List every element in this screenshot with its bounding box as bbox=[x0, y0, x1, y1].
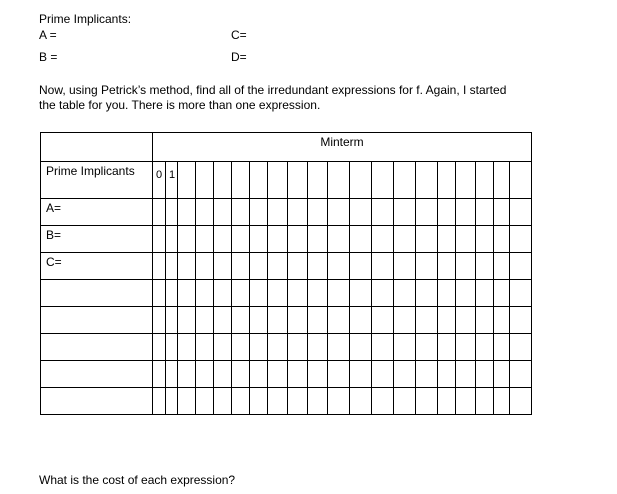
coverage-cell[interactable] bbox=[308, 388, 328, 415]
coverage-cell[interactable] bbox=[166, 334, 178, 361]
minterm-label-cell bbox=[250, 162, 268, 199]
coverage-cell[interactable] bbox=[510, 361, 532, 388]
coverage-cell[interactable] bbox=[438, 280, 456, 307]
coverage-cell[interactable] bbox=[196, 388, 214, 415]
coverage-cell[interactable] bbox=[416, 388, 438, 415]
coverage-cell[interactable] bbox=[328, 226, 350, 253]
prime-implicant-cell[interactable] bbox=[41, 334, 153, 361]
coverage-cell[interactable] bbox=[268, 199, 288, 226]
minterm-label-cell bbox=[196, 162, 214, 199]
coverage-cell[interactable] bbox=[308, 307, 328, 334]
coverage-cell[interactable] bbox=[178, 388, 196, 415]
coverage-cell[interactable] bbox=[153, 226, 166, 253]
coverage-cell[interactable] bbox=[166, 361, 178, 388]
minterm-label-cell bbox=[308, 162, 328, 199]
coverage-cell[interactable] bbox=[510, 253, 532, 280]
prime-implicants-header: Prime Implicants bbox=[41, 162, 153, 199]
coverage-cell[interactable] bbox=[394, 280, 416, 307]
instructions-paragraph: Now, using Petrick’s method, find all of the irredundant expressions for f. Again, I started the table for you. There is more than one expression. bbox=[39, 83, 507, 112]
coverage-cell[interactable] bbox=[350, 307, 372, 334]
coverage-cell[interactable] bbox=[476, 388, 494, 415]
table-row bbox=[41, 307, 532, 334]
minterm-label-cell bbox=[350, 162, 372, 199]
coverage-cell[interactable] bbox=[250, 388, 268, 415]
coverage-cell[interactable] bbox=[494, 226, 510, 253]
coverage-cell[interactable] bbox=[232, 334, 250, 361]
coverage-cell[interactable] bbox=[288, 226, 308, 253]
coverage-cell[interactable] bbox=[166, 253, 178, 280]
table-row bbox=[41, 280, 532, 307]
coverage-cell[interactable] bbox=[232, 253, 250, 280]
pi-b-label: B = bbox=[39, 50, 58, 64]
coverage-cell[interactable] bbox=[456, 388, 476, 415]
minterm-label-cell bbox=[394, 162, 416, 199]
minterm-label: 0 bbox=[156, 169, 163, 181]
coverage-cell[interactable] bbox=[214, 388, 232, 415]
coverage-cell[interactable] bbox=[166, 199, 178, 226]
minterm-label-cell bbox=[456, 162, 476, 199]
prime-implicant-cell[interactable] bbox=[41, 388, 153, 415]
coverage-cell[interactable] bbox=[416, 199, 438, 226]
coverage-cell[interactable] bbox=[476, 334, 494, 361]
coverage-cell[interactable] bbox=[214, 307, 232, 334]
coverage-cell[interactable] bbox=[250, 361, 268, 388]
prime-implicant-cell[interactable] bbox=[41, 280, 153, 307]
coverage-cell[interactable] bbox=[350, 253, 372, 280]
pi-a-label: A = bbox=[39, 28, 57, 42]
coverage-cell[interactable] bbox=[268, 280, 288, 307]
coverage-cell[interactable] bbox=[394, 199, 416, 226]
coverage-cell[interactable] bbox=[372, 361, 394, 388]
table-row bbox=[41, 361, 532, 388]
coverage-cell[interactable] bbox=[308, 361, 328, 388]
coverage-cell[interactable] bbox=[456, 361, 476, 388]
coverage-cell[interactable] bbox=[232, 280, 250, 307]
prime-implicants-title: Prime Implicants: bbox=[39, 12, 132, 26]
coverage-cell[interactable] bbox=[394, 226, 416, 253]
coverage-cell[interactable] bbox=[510, 307, 532, 334]
minterm-label-cell bbox=[214, 162, 232, 199]
coverage-cell[interactable] bbox=[288, 361, 308, 388]
coverage-cell[interactable] bbox=[510, 334, 532, 361]
coverage-cell[interactable] bbox=[250, 307, 268, 334]
coverage-cell[interactable] bbox=[308, 226, 328, 253]
coverage-cell[interactable] bbox=[288, 307, 308, 334]
coverage-cell[interactable] bbox=[494, 388, 510, 415]
coverage-cell[interactable] bbox=[153, 334, 166, 361]
minterm-label-cell bbox=[268, 162, 288, 199]
coverage-cell[interactable] bbox=[268, 307, 288, 334]
coverage-cell[interactable] bbox=[250, 334, 268, 361]
coverage-cell[interactable] bbox=[456, 307, 476, 334]
coverage-cell[interactable] bbox=[494, 199, 510, 226]
coverage-cell[interactable] bbox=[196, 334, 214, 361]
minterm-header: Minterm bbox=[153, 133, 532, 162]
coverage-cell[interactable] bbox=[196, 307, 214, 334]
coverage-cell[interactable] bbox=[268, 334, 288, 361]
coverage-cell[interactable] bbox=[328, 361, 350, 388]
coverage-cell[interactable] bbox=[394, 388, 416, 415]
coverage-cell[interactable] bbox=[476, 280, 494, 307]
coverage-cell[interactable] bbox=[394, 307, 416, 334]
coverage-cell[interactable] bbox=[438, 226, 456, 253]
coverage-cell[interactable] bbox=[510, 388, 532, 415]
minterm-label-cell bbox=[328, 162, 350, 199]
coverage-cell[interactable] bbox=[328, 253, 350, 280]
coverage-cell[interactable] bbox=[416, 253, 438, 280]
coverage-cell[interactable] bbox=[372, 280, 394, 307]
coverage-cell[interactable] bbox=[153, 253, 166, 280]
coverage-cell[interactable] bbox=[456, 280, 476, 307]
coverage-cell[interactable] bbox=[494, 253, 510, 280]
coverage-cell[interactable] bbox=[438, 307, 456, 334]
minterm-label-cell bbox=[288, 162, 308, 199]
coverage-cell[interactable] bbox=[232, 199, 250, 226]
coverage-cell[interactable] bbox=[438, 253, 456, 280]
minterm-label-cell bbox=[166, 162, 178, 199]
coverage-cell[interactable] bbox=[232, 307, 250, 334]
coverage-cell[interactable] bbox=[456, 334, 476, 361]
coverage-cell[interactable] bbox=[288, 334, 308, 361]
coverage-cell[interactable] bbox=[153, 361, 166, 388]
table-row bbox=[41, 199, 532, 226]
coverage-cell[interactable] bbox=[214, 253, 232, 280]
coverage-cell[interactable] bbox=[268, 361, 288, 388]
coverage-cell[interactable] bbox=[232, 388, 250, 415]
coverage-cell[interactable] bbox=[196, 253, 214, 280]
petrick-table bbox=[40, 132, 532, 415]
coverage-cell[interactable] bbox=[288, 253, 308, 280]
coverage-cell[interactable] bbox=[456, 226, 476, 253]
coverage-cell[interactable] bbox=[372, 388, 394, 415]
coverage-cell[interactable] bbox=[476, 361, 494, 388]
coverage-cell[interactable] bbox=[350, 226, 372, 253]
coverage-cell[interactable] bbox=[288, 280, 308, 307]
coverage-cell[interactable] bbox=[214, 280, 232, 307]
coverage-cell[interactable] bbox=[328, 199, 350, 226]
coverage-cell[interactable] bbox=[178, 307, 196, 334]
minterm-label-cell bbox=[153, 162, 166, 199]
coverage-cell[interactable] bbox=[268, 253, 288, 280]
coverage-cell[interactable] bbox=[328, 307, 350, 334]
table-corner-cell bbox=[41, 133, 153, 162]
coverage-cell[interactable] bbox=[308, 280, 328, 307]
coverage-cell[interactable] bbox=[494, 280, 510, 307]
prime-implicant-cell[interactable]: A= bbox=[41, 199, 153, 226]
coverage-cell[interactable] bbox=[214, 361, 232, 388]
coverage-cell[interactable] bbox=[268, 388, 288, 415]
coverage-cell[interactable] bbox=[350, 388, 372, 415]
coverage-cell[interactable] bbox=[214, 226, 232, 253]
prime-implicant-cell[interactable] bbox=[41, 307, 153, 334]
coverage-cell[interactable] bbox=[250, 280, 268, 307]
coverage-cell[interactable] bbox=[350, 280, 372, 307]
coverage-cell[interactable] bbox=[153, 307, 166, 334]
coverage-cell[interactable] bbox=[166, 388, 178, 415]
coverage-cell[interactable] bbox=[166, 307, 178, 334]
coverage-cell[interactable] bbox=[196, 199, 214, 226]
coverage-cell[interactable] bbox=[288, 199, 308, 226]
coverage-cell[interactable] bbox=[510, 226, 532, 253]
coverage-cell[interactable] bbox=[178, 253, 196, 280]
coverage-cell[interactable] bbox=[372, 307, 394, 334]
coverage-cell[interactable] bbox=[232, 226, 250, 253]
coverage-cell[interactable] bbox=[416, 226, 438, 253]
coverage-cell[interactable] bbox=[178, 199, 196, 226]
coverage-cell[interactable] bbox=[350, 361, 372, 388]
coverage-cell[interactable] bbox=[308, 199, 328, 226]
coverage-cell[interactable] bbox=[372, 199, 394, 226]
coverage-cell[interactable] bbox=[416, 307, 438, 334]
coverage-cell[interactable] bbox=[214, 334, 232, 361]
coverage-cell[interactable] bbox=[476, 253, 494, 280]
coverage-cell[interactable] bbox=[196, 226, 214, 253]
coverage-cell[interactable] bbox=[476, 226, 494, 253]
coverage-cell[interactable] bbox=[456, 253, 476, 280]
coverage-cell[interactable] bbox=[394, 361, 416, 388]
coverage-cell[interactable] bbox=[232, 361, 250, 388]
coverage-cell[interactable] bbox=[438, 334, 456, 361]
prime-implicant-cell[interactable]: B= bbox=[41, 226, 153, 253]
coverage-cell[interactable] bbox=[350, 199, 372, 226]
coverage-cell[interactable] bbox=[250, 226, 268, 253]
minterm-label-cell bbox=[416, 162, 438, 199]
table-row bbox=[41, 334, 532, 361]
minterm-label-cell bbox=[494, 162, 510, 199]
coverage-cell[interactable] bbox=[308, 334, 328, 361]
coverage-cell[interactable] bbox=[350, 334, 372, 361]
coverage-cell[interactable] bbox=[153, 199, 166, 226]
coverage-cell[interactable] bbox=[438, 199, 456, 226]
minterm-label-cell bbox=[510, 162, 532, 199]
minterm-label-cell bbox=[178, 162, 196, 199]
coverage-cell[interactable] bbox=[494, 361, 510, 388]
coverage-cell[interactable] bbox=[166, 226, 178, 253]
coverage-cell[interactable] bbox=[510, 199, 532, 226]
pi-c-label: C= bbox=[231, 28, 247, 42]
coverage-cell[interactable] bbox=[250, 199, 268, 226]
table-row bbox=[41, 388, 532, 415]
coverage-cell[interactable] bbox=[308, 253, 328, 280]
minterm-label-cell bbox=[438, 162, 456, 199]
coverage-cell[interactable] bbox=[510, 280, 532, 307]
table-row bbox=[41, 253, 532, 280]
coverage-cell[interactable] bbox=[476, 199, 494, 226]
minterm-label: 1 bbox=[169, 169, 176, 181]
coverage-cell[interactable] bbox=[394, 334, 416, 361]
minterm-label-cell bbox=[372, 162, 394, 199]
coverage-cell[interactable] bbox=[476, 307, 494, 334]
coverage-cell[interactable] bbox=[438, 361, 456, 388]
coverage-cell[interactable] bbox=[394, 253, 416, 280]
minterm-label-cell bbox=[232, 162, 250, 199]
coverage-cell[interactable] bbox=[494, 307, 510, 334]
coverage-cell[interactable] bbox=[456, 199, 476, 226]
cost-question: What is the cost of each expression? bbox=[39, 473, 236, 487]
minterm-label-cell bbox=[476, 162, 494, 199]
coverage-cell[interactable] bbox=[494, 334, 510, 361]
coverage-cell[interactable] bbox=[196, 280, 214, 307]
pi-d-label: D= bbox=[231, 50, 247, 64]
coverage-cell[interactable] bbox=[288, 388, 308, 415]
coverage-cell[interactable] bbox=[178, 334, 196, 361]
coverage-cell[interactable] bbox=[416, 361, 438, 388]
coverage-cell[interactable] bbox=[372, 226, 394, 253]
coverage-cell[interactable] bbox=[178, 361, 196, 388]
coverage-cell[interactable] bbox=[328, 388, 350, 415]
coverage-cell[interactable] bbox=[166, 280, 178, 307]
coverage-cell[interactable] bbox=[250, 253, 268, 280]
coverage-cell[interactable] bbox=[328, 334, 350, 361]
coverage-cell[interactable] bbox=[214, 199, 232, 226]
coverage-cell[interactable] bbox=[416, 280, 438, 307]
table-row bbox=[41, 226, 532, 253]
coverage-cell[interactable] bbox=[328, 280, 350, 307]
prime-implicant-cell[interactable]: C= bbox=[41, 253, 153, 280]
coverage-cell[interactable] bbox=[416, 334, 438, 361]
coverage-cell[interactable] bbox=[268, 226, 288, 253]
coverage-cell[interactable] bbox=[153, 280, 166, 307]
prime-implicant-cell[interactable] bbox=[41, 361, 153, 388]
coverage-cell[interactable] bbox=[372, 334, 394, 361]
coverage-cell[interactable] bbox=[178, 226, 196, 253]
coverage-cell[interactable] bbox=[438, 388, 456, 415]
coverage-cell[interactable] bbox=[153, 388, 166, 415]
coverage-cell[interactable] bbox=[178, 280, 196, 307]
coverage-cell[interactable] bbox=[372, 253, 394, 280]
coverage-cell[interactable] bbox=[196, 361, 214, 388]
